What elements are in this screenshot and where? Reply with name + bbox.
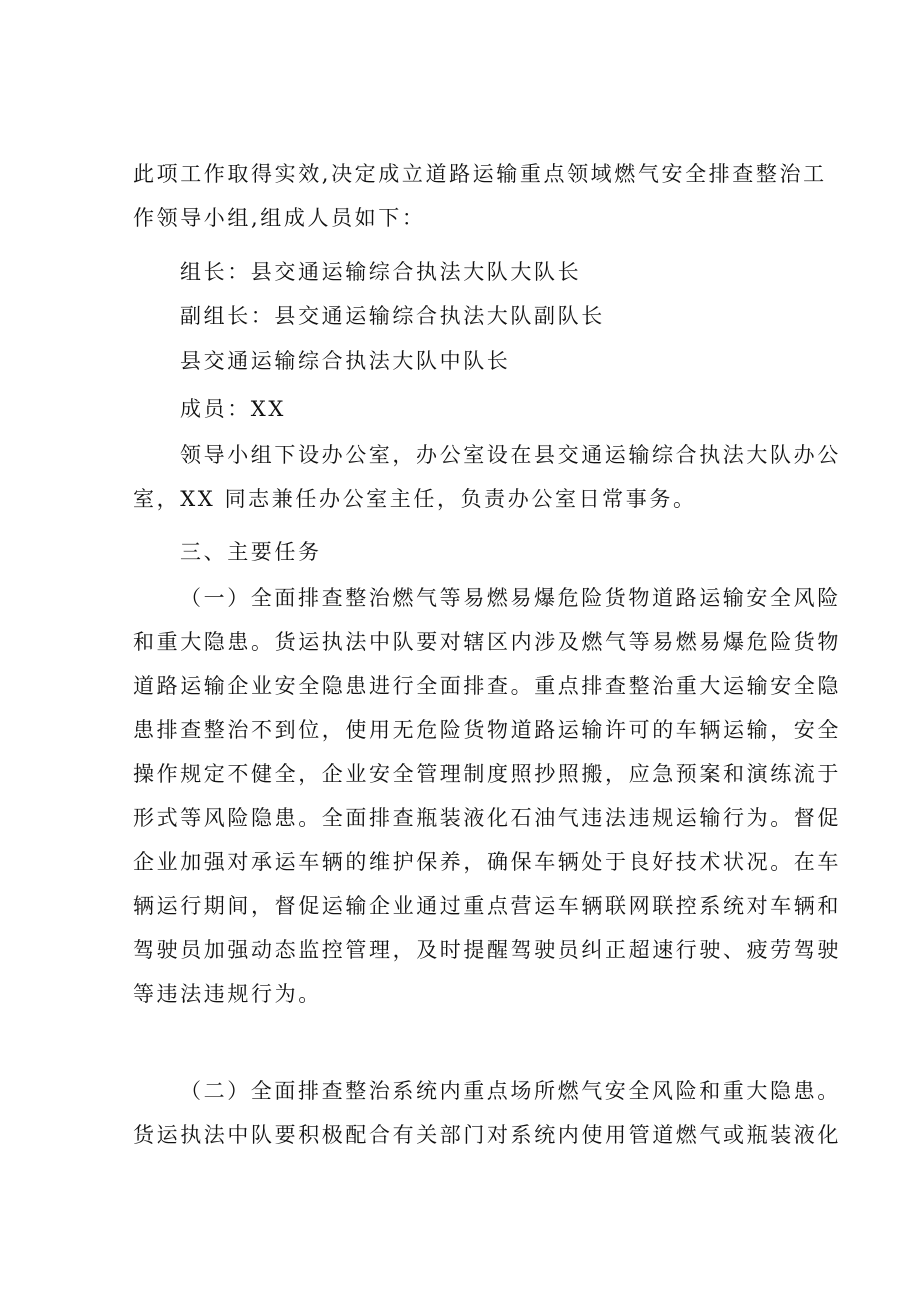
text-line: 货运执法中队要积极配合有关部门对系统内使用管道燃气或瓶装液化 [133, 1123, 841, 1147]
paragraph-members [180, 387, 840, 431]
text-line: 等违法违规行为。 [133, 982, 322, 1006]
text-line: 企业加强对承运车辆的维护保养，确保车辆处于良好技术状况。在车 [133, 850, 841, 874]
text-line: （二）全面排查整治系统内重点场所燃气安全风险和重大隐患。 [180, 1079, 841, 1103]
text-line: 辆运行期间，督促运输企业通过重点营运车辆联网联控系统对车辆和 [133, 894, 841, 918]
section-heading-main-tasks [180, 530, 840, 574]
text-line: 形式等风险隐患。全面排查瓶装液化石油气违法违规运输行为。督促 [133, 806, 841, 830]
text-line: 作领导小组,组成人员如下： [133, 206, 426, 230]
paragraph-group-leader [180, 250, 840, 294]
paragraph-leadership-group-intro [133, 152, 827, 240]
paragraph-office [133, 433, 841, 521]
text-line: 县交通运输综合执法大队中队长 [180, 349, 511, 373]
text-line: 道路运输企业安全隐患进行全面排查。重点排查整治重大运输安全隐 [133, 674, 841, 698]
paragraph-task-one [133, 576, 841, 1016]
text-line: 患排查整治不到位，使用无危险货物道路运输许可的车辆运输，安全 [133, 718, 841, 742]
text-line: 成员：XX [180, 397, 286, 421]
text-line: 三、主要任务 [180, 540, 322, 564]
text-line: 驾驶员加强动态监控管理，及时提醒驾驶员纠正超速行驶、疲劳驾驶 [133, 938, 841, 962]
text-line: 副组长：县交通运输综合执法大队副队长 [180, 304, 605, 328]
paragraph-deputy-leader [180, 294, 840, 338]
paragraph-squadron-leader [180, 339, 840, 383]
text-line: 和重大隐患。货运执法中队要对辖区内涉及燃气等易燃易爆危险货物 [133, 630, 841, 654]
text-line: （一）全面排查整治燃气等易燃易爆危险货物道路运输安全风险 [180, 586, 841, 610]
text-line: 组长：县交通运输综合执法大队大队长 [180, 260, 582, 284]
text-line: 室，XX 同志兼任办公室主任，负责办公室日常事务。 [133, 487, 697, 511]
text-line: 领导小组下设办公室，办公室设在县交通运输综合执法大队办公 [180, 443, 841, 467]
text-line: 此项工作取得实效,决定成立道路运输重点领域燃气安全排查整治工 [133, 162, 827, 186]
paragraph-task-two [133, 1069, 841, 1157]
text-line: 操作规定不健全，企业安全管理制度照抄照搬，应急预案和演练流于 [133, 762, 841, 786]
